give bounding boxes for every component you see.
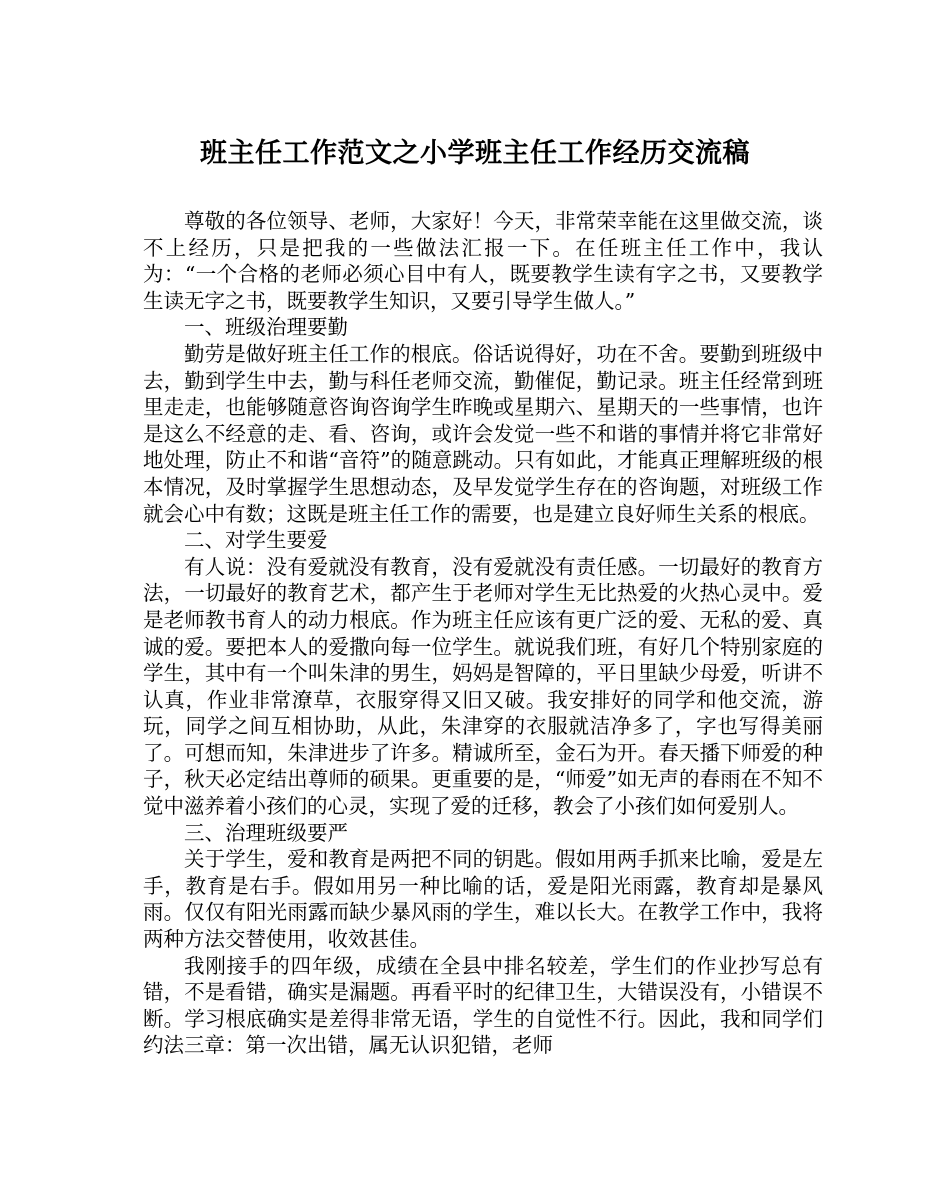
paragraph-section-1: 勤劳是做好班主任工作的根底。俗话说得好，功在不舍。要勤到班级中去，勤到学生中去，勤与科任老师交流，勤催促，勤记录。班主任经常到班里走走，也能够随意咨询咨询学生昨晚或星期六、星期天的一些事情，也许是这么不经意的走、看、咨询，或许会发觉一些不和谐的事情并将它非常好地处理，防止不和谐“音符”的随意跳动。只有如此，才能真正理解班级的根本情况，及时掌握学生思想动态，及早发觉学生存在的咨询题，对班级工作就会心中有数；这既是班主任工作的需要，也是建立良好师生关系的根底。 xyxy=(143,341,823,526)
paragraph-intro: 尊敬的各位领导、老师，大家好！今天，非常荣幸能在这里做交流，谈不上经历，只是把我的一些做法汇报一下。在任班主任工作中，我认为：“一个合格的老师必须心目中有人，既要教学生读有字之书，又要教学生读无字之书，既要教学生知识，又要引导学生做人。” xyxy=(143,209,823,313)
section-heading-3: 三、治理班级要严 xyxy=(184,820,348,845)
paragraph-section-3b: 我刚接手的四年级，成绩在全县中排名较差，学生们的作业抄写总有错，不是看错，确实是漏题。再看平时的纪律卫生，大错误没有，小错误不断。学习根底确实是差得非常无语，学生的自觉性不行。因此，我和同学们约法三章：第一次出错，属无认识犯错，老师 xyxy=(143,953,823,1058)
document-body xyxy=(143,208,823,1059)
paragraph-section-3a: 关于学生，爱和教育是两把不同的钥匙。假如用两手抓来比喻，爱是左手，教育是右手。假如用另一种比喻的话，爱是阳光雨露，教育却是暴风雨。仅仅有阳光雨露而缺少暴风雨的学生，难以长大。在教学工作中，我将两种方法交替使用，收效甚佳。 xyxy=(143,847,823,952)
paragraph-section-2: 有人说：没有爱就没有教育，没有爱就没有责任感。一切最好的教育方法，一切最好的教育艺术，都产生于老师对学生无比热爱的火热心灵中。爱是老师教书育人的动力根底。作为班主任应该有更广泛的爱、无私的爱、真诚的爱。要把本人的爱撒向每一位学生。就说我们班，有好几个特别家庭的学生，其中有一个叫朱津的男生，妈妈是智障的，平日里缺少母爱，听讲不认真，作业非常潦草，衣服穿得又旧又破。我安排好的同学和他交流，游玩，同学之间互相协助，从此，朱津穿的衣服就洁净多了，字也写得美丽了。可想而知，朱津进步了许多。精诚所至，金石为开。春天播下师爱的种子，秋天必定结出尊师的硕果。更重要的是，“师爱”如无声的春雨在不知不觉中滋养着小孩们的心灵，实现了爱的迁移，教会了小孩们如何爱别人。 xyxy=(143,554,823,819)
document-title: 班主任工作范文之小学班主任工作经历交流稿 xyxy=(200,138,750,169)
section-heading-1: 一、班级治理要勤 xyxy=(184,315,348,340)
section-heading-2: 二、对学生要爱 xyxy=(184,528,328,553)
